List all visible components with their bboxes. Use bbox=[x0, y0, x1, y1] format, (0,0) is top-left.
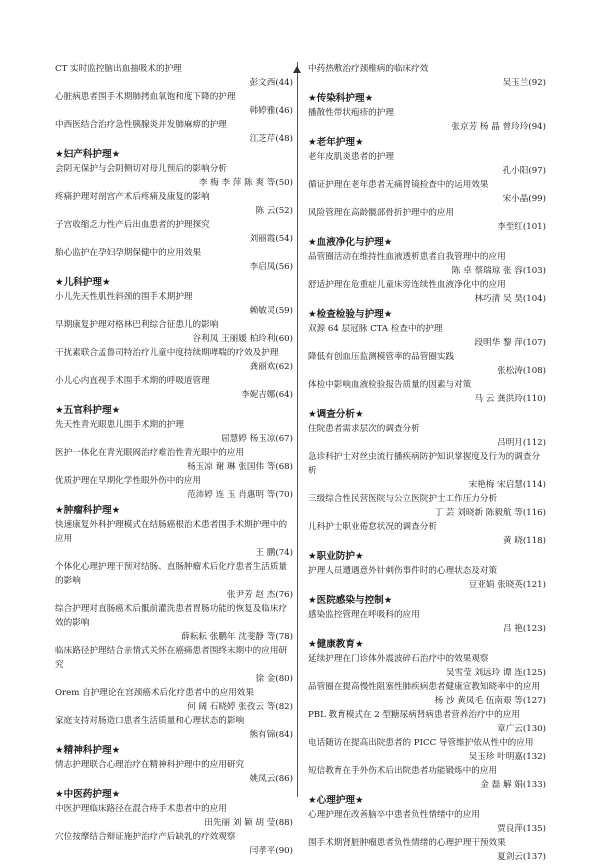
section-heading: ★调查分析★ bbox=[308, 409, 364, 420]
toc-entry[interactable] bbox=[55, 346, 293, 374]
entry-title: 品管圈在提高慢性阻塞性肺疾病患者健康宣教知晓率中的应用 bbox=[308, 682, 541, 692]
section-heading: ★中医药护理★ bbox=[55, 789, 121, 800]
entry-title: 急诊科护士对丝虫流行播疾病防护知识掌握度及行为的调查分析 bbox=[308, 452, 541, 476]
section-heading: ★精神科护理★ bbox=[55, 745, 121, 756]
entry-title: 风险管理在高龄髋部骨折护理中的应用 bbox=[308, 208, 455, 218]
entry-authors-page: 章广云(130) bbox=[497, 724, 546, 734]
toc-entry[interactable] bbox=[55, 62, 293, 90]
section-heading: ★心理护理★ bbox=[308, 795, 364, 806]
toc-entry[interactable] bbox=[308, 106, 546, 134]
entry-authors-page: 金 磊 解 娟(133) bbox=[480, 780, 546, 790]
toc-entry[interactable] bbox=[55, 686, 293, 714]
entry-title: 住院患者需求层次的调查分析 bbox=[308, 424, 420, 434]
entry-authors-page: 李妮吉娜(64) bbox=[240, 390, 293, 400]
toc-entry[interactable] bbox=[308, 278, 546, 306]
entry-authors-page: 黄 晓(118) bbox=[502, 536, 546, 546]
entry-title: 电话随访在提高出院患者的 PICC 导管维护依从性中的应用 bbox=[308, 738, 534, 748]
section-heading: ★五官科护理★ bbox=[55, 405, 121, 416]
entry-authors-page: 夏剑云(137) bbox=[497, 852, 546, 862]
entry-authors-page: 杨 沙 黄凤毛 伍南艰 等(127) bbox=[434, 696, 546, 706]
entry-authors-page: 豆亚娟 张晓英(121) bbox=[468, 580, 546, 590]
entry-authors-page: 张京芳 杨 晶 曾玲玲(94) bbox=[451, 122, 546, 132]
entry-title: 干扰素联合孟鲁司特治疗儿童中度持续期哮喘的疗效及护理 bbox=[55, 348, 279, 358]
toc-entry[interactable] bbox=[55, 446, 293, 474]
entry-title: 穴位按摩结合辩证施护治疗产后缺乳的疗效观察 bbox=[55, 832, 236, 842]
contents-right-column bbox=[308, 62, 546, 864]
entry-title: 早期康复护理对格林巴利综合征患儿的影响 bbox=[55, 320, 219, 330]
toc-entry[interactable] bbox=[308, 492, 546, 520]
entry-title: 品管圈活动在维持性血液透析患者自我管理中的应用 bbox=[308, 252, 506, 262]
entry-authors-page: 宋小晶(99) bbox=[502, 194, 546, 204]
toc-entry[interactable] bbox=[55, 560, 293, 602]
entry-title: 降低有创血压监测模管率的品管圈实践 bbox=[308, 352, 455, 362]
toc-entry[interactable] bbox=[308, 150, 546, 178]
entry-authors-page: 龚丽欢(62) bbox=[249, 362, 293, 372]
entry-authors-page: 张松涛(108) bbox=[497, 366, 546, 376]
toc-entry[interactable] bbox=[308, 608, 546, 636]
toc-entry[interactable] bbox=[55, 118, 293, 146]
entry-title: 短信教育在手外伤术后出院患者功能锻炼中的应用 bbox=[308, 766, 498, 776]
up-arrow-icon bbox=[293, 66, 301, 73]
entry-title: 个体化心理护理干预对结肠、直肠肿瘤术后化疗患者生活质量的影响 bbox=[55, 562, 288, 586]
toc-entry[interactable] bbox=[55, 644, 293, 686]
entry-authors-page: 刘丽霞(54) bbox=[249, 234, 293, 244]
entry-authors-page: 韩婷雅(46) bbox=[249, 106, 293, 116]
entry-authors-page: 闫孝平(90) bbox=[249, 846, 293, 856]
toc-entry[interactable] bbox=[55, 602, 293, 644]
section-heading: ★检查检验与护理★ bbox=[308, 309, 393, 320]
toc-entry[interactable] bbox=[55, 162, 293, 190]
entry-title: 中西医结合治疗急性胰腺炎并发肺麻痹的护理 bbox=[55, 120, 227, 130]
entry-title: CT 实时监控脑出血抽吸术的护理 bbox=[55, 64, 182, 74]
entry-authors-page: 张尹芳 赵 杰(76) bbox=[226, 590, 293, 600]
entry-title: 护理人员遭遇意外针刺伤事件时的心理状态及对策 bbox=[308, 566, 498, 576]
toc-entry[interactable] bbox=[55, 830, 293, 858]
entry-authors-page: 熊有锦(84) bbox=[249, 730, 293, 740]
entry-authors-page: 何 阔 石晓婷 张孜云 等(82) bbox=[187, 702, 293, 712]
section-heading: ★传染科护理★ bbox=[308, 93, 374, 104]
toc-entry[interactable] bbox=[55, 290, 293, 318]
section-heading: ★医院感染与控制★ bbox=[308, 595, 393, 606]
entry-authors-page: 宋艳梅 宋启慧(114) bbox=[468, 480, 546, 490]
entry-title: 围手术期肾脏肿瘤患者负性情绪的心理护理干预效果 bbox=[308, 838, 506, 848]
section-heading: ★老年护理★ bbox=[308, 137, 364, 148]
entry-authors-page: 林巧清 吴 昊(104) bbox=[474, 294, 546, 304]
toc-entry[interactable] bbox=[55, 518, 293, 560]
entry-title: 体检中影响血液检验报告质量的因素与对策 bbox=[308, 380, 472, 390]
toc-entry[interactable] bbox=[55, 758, 293, 786]
entry-authors-page: 李启凤(56) bbox=[249, 262, 293, 272]
entry-authors-page: 李至红(101) bbox=[497, 222, 546, 232]
section-heading: ★职业防护★ bbox=[308, 551, 364, 562]
entry-title: 延续护理在门诊体外震波碎石治疗中的效果观察 bbox=[308, 654, 489, 664]
entry-title: 感染监控管理在呼吸科的应用 bbox=[308, 610, 420, 620]
entry-title: 循证护理在老年患者无痛胃镜检查中的运用效果 bbox=[308, 180, 489, 190]
entry-title: 舒适护理在危重症儿童床旁连续性血液净化中的应用 bbox=[308, 280, 506, 290]
contents-left-column bbox=[55, 62, 293, 858]
entry-title: 子宫收缩乏力性产后出血患者的护理探究 bbox=[55, 220, 210, 230]
entry-title: 胎心监护在孕妇孕期保健中的应用效果 bbox=[55, 248, 202, 258]
entry-authors-page: 吴雪莹 刘远玲 谭 连(125) bbox=[445, 668, 546, 678]
entry-authors-page: 范沛婷 连 玉 肖惠明 等(70) bbox=[187, 490, 293, 500]
toc-entry[interactable] bbox=[308, 652, 546, 680]
entry-title: 播散性带状疱疹的护理 bbox=[308, 108, 394, 118]
entry-title: 三级综合性民营医院与公立医院护士工作压力分析 bbox=[308, 494, 498, 504]
entry-title: 先天性青光眼患儿围手术期的护理 bbox=[55, 420, 184, 430]
toc-entry[interactable] bbox=[308, 350, 546, 378]
entry-title: 心理护理在改善脑卒中患者负性情绪中的应用 bbox=[308, 810, 480, 820]
entry-authors-page: 陈 卓 蔡瑞琼 张 容(103) bbox=[451, 266, 546, 276]
toc-entry[interactable] bbox=[308, 564, 546, 592]
toc-entry[interactable] bbox=[308, 206, 546, 234]
toc-entry[interactable] bbox=[308, 62, 546, 90]
toc-entry[interactable] bbox=[308, 680, 546, 708]
toc-entry[interactable] bbox=[55, 474, 293, 502]
entry-title: 老年皮肌炎患者的护理 bbox=[308, 152, 394, 162]
entry-title: 小儿先天性肌性斜颈的围手术期护理 bbox=[55, 292, 193, 302]
toc-entry[interactable] bbox=[308, 736, 546, 764]
section-heading: ★肿瘤科护理★ bbox=[55, 505, 121, 516]
toc-entry[interactable] bbox=[55, 714, 293, 742]
entry-title: 中医护理临床路径在混合痔手术患者中的应用 bbox=[55, 804, 227, 814]
toc-entry[interactable] bbox=[55, 418, 293, 446]
entry-authors-page: 彭文西(44) bbox=[249, 78, 293, 88]
toc-entry[interactable] bbox=[308, 836, 546, 864]
toc-entry[interactable] bbox=[55, 190, 293, 218]
entry-authors-page: 赖敏灵(59) bbox=[249, 306, 293, 316]
toc-entry[interactable] bbox=[308, 322, 546, 350]
entry-authors-page: 田先丽 刘 颖 胡 莹(88) bbox=[204, 818, 293, 828]
entry-title: 临床路径护理结合亲情式关怀在癌痛患者围终末期中的应用研究 bbox=[55, 646, 288, 670]
entry-authors-page: 姚凤云(86) bbox=[249, 774, 293, 784]
entry-authors-page: 杨玉凉 谢 琳 张国伟 等(68) bbox=[187, 462, 293, 472]
entry-authors-page: 孔小阳(97) bbox=[502, 166, 546, 176]
toc-entry[interactable] bbox=[55, 318, 293, 346]
entry-authors-page: 吕 艳(123) bbox=[502, 624, 546, 634]
entry-authors-page: 江芝芹(48) bbox=[249, 134, 293, 144]
entry-authors-page: 薛耘耘 张鹏年 沈斐静 等(78) bbox=[181, 632, 293, 642]
entry-title: PBL 教育模式在 2 型糖尿病肾病患者营养治疗中的应用 bbox=[308, 710, 520, 720]
entry-authors-page: 谷利凤 王丽媛 柏玲利(60) bbox=[192, 334, 293, 344]
entry-title: 快速康复外科护理模式在结肠癌根治术患者围手术期护理中的应用 bbox=[55, 520, 288, 544]
toc-entry[interactable] bbox=[55, 374, 293, 402]
toc-entry[interactable] bbox=[308, 708, 546, 736]
toc-entry[interactable] bbox=[55, 90, 293, 118]
entry-title: 家庭支持对肠造口患者生活质量和心理状态的影响 bbox=[55, 716, 245, 726]
toc-entry[interactable] bbox=[308, 808, 546, 836]
toc-entry[interactable] bbox=[55, 218, 293, 246]
toc-entry[interactable] bbox=[55, 802, 293, 830]
toc-entry[interactable] bbox=[308, 450, 546, 492]
entry-title: 心脏病患者围手术期肺拷血氧饱和度下降的护理 bbox=[55, 92, 236, 102]
entry-title: 优质护理在早期化学性眼外伤中的应用 bbox=[55, 476, 202, 486]
entry-authors-page: 徐 金(80) bbox=[255, 674, 293, 684]
entry-authors-page: 马 云 龚洪玲(110) bbox=[474, 394, 546, 404]
toc-entry[interactable] bbox=[308, 250, 546, 278]
toc-entry[interactable] bbox=[308, 422, 546, 450]
entry-authors-page: 段明华 黎 萍(107) bbox=[474, 338, 546, 348]
entry-authors-page: 屈慧婷 杨玉凉(67) bbox=[221, 434, 293, 444]
entry-title: 中药热敷治疗颈椎病的临床疗效 bbox=[308, 64, 429, 74]
entry-authors-page: 陈 云(52) bbox=[255, 206, 293, 216]
entry-authors-page: 丁 芸 刘晓新 陈毅航 等(116) bbox=[434, 508, 546, 518]
section-heading: ★妇产科护理★ bbox=[55, 149, 121, 160]
entry-authors-page: 吕明月(112) bbox=[497, 438, 546, 448]
toc-entry[interactable] bbox=[55, 246, 293, 274]
entry-title: 会阴无保护与会阴侧切对母儿预后的影响分析 bbox=[55, 164, 227, 174]
entry-title: 情志护理联合心理治疗在精神科护理中的应用研究 bbox=[55, 760, 245, 770]
toc-entry[interactable] bbox=[308, 520, 546, 548]
entry-authors-page: 吴玉兰(92) bbox=[502, 78, 546, 88]
entry-title: Orem 自护理论在宫颈癌术后化疗患者中的应用效果 bbox=[55, 688, 254, 698]
entry-title: 儿科护士职业倦怠状况的调查分析 bbox=[308, 522, 437, 532]
entry-title: 双源 64 层冠脉 CTA 检查中的护理 bbox=[308, 324, 443, 334]
toc-entry[interactable] bbox=[308, 178, 546, 206]
column-divider bbox=[297, 62, 298, 797]
entry-authors-page: 李 梅 李 萍 陈 爽 等(50) bbox=[198, 178, 293, 188]
toc-entry[interactable] bbox=[308, 764, 546, 792]
section-heading: ★健康教育★ bbox=[308, 639, 364, 650]
entry-authors-page: 贾良萍(135) bbox=[497, 824, 546, 834]
entry-title: 综合护理对直肠癌术后骶前灌洗患者胃肠功能的恢复及临床疗效的影响 bbox=[55, 604, 288, 628]
section-heading: ★血液净化与护理★ bbox=[308, 237, 393, 248]
entry-title: 医护一体化在青光眼阀治疗难治性青光眼中的应用 bbox=[55, 448, 245, 458]
entry-authors-page: 王 鹏(74) bbox=[255, 548, 293, 558]
entry-title: 小儿心内直视手术围手术期的呼吸道管理 bbox=[55, 376, 210, 386]
section-heading: ★儿科护理★ bbox=[55, 277, 111, 288]
toc-entry[interactable] bbox=[308, 378, 546, 406]
entry-authors-page: 吴玉珍 叶明嘉(132) bbox=[468, 752, 546, 762]
entry-title: 疼痛护理对剖宫产术后疼痛及康复的影响 bbox=[55, 192, 210, 202]
